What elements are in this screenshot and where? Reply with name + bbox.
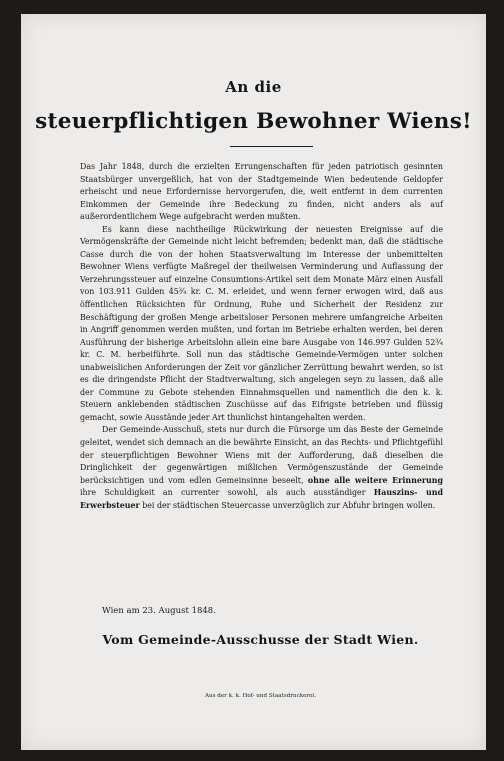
paragraph-3-emphasis-1: ohne alle weitere Erinnerung: [307, 475, 443, 485]
dateline: Wien am 23. August 1848.: [102, 606, 216, 616]
paragraph-1: Das Jahr 1848, durch die erzielten Errungenschaften für jeden patriotisch gesinnten Staatsbürger unvergeßlich, hat von der Stadtgemeinde Wien bedeutende Geldopfer erheischt und neue Erfordernisse hervorgerufen, die, weit entfernt in dem currenten Einkommen der Gemeinde ihre Bedeckung zu finden, nicht anders als auf außerordentlichem Wege aufgebracht werden mußten.: [80, 162, 443, 222]
heading-line-2: steuerpflichtigen Bewohner Wiens!: [35, 109, 472, 134]
body-text: [80, 161, 443, 512]
heading-divider: [230, 146, 313, 147]
paragraph-3-middle: ihre Schuldigkeit an currenter sowohl, als auch ausständiger: [80, 488, 366, 498]
printer-imprint: Aus der k. k. Hof- und Staatsdruckerei.: [205, 693, 316, 699]
paragraph-3: [80, 424, 443, 512]
paragraph-3-emphasis-2: Hauszins- und Erwerbsteuer: [80, 488, 443, 510]
signature: Vom Gemeinde-Ausschusse der Stadt Wien.: [102, 632, 419, 647]
paragraph-3-end: bei der städtischen Steuercasse unverzüglich zur Abfuhr bringen wollen.: [142, 500, 436, 510]
paragraph-3-start: Der Gemeinde-Ausschuß, stets nur durch die Fürsorge um das Beste der Gemeinde geleitet, wendet sich demnach an die bewährte Einsicht, an das Rechts- und Pflichtgefühl der steuerpflichtigen Bewohner Wiens mit der Aufforderung, daß dieselben die Dringlichkeit der gegenwärtigen mißlichen Vermögenszustände der Gemeinde berücksichtigen und vom edlen Gemeinsinne beseelt,: [80, 425, 443, 485]
paragraph-2: Es kann diese nachtheilige Rückwirkung der neuesten Ereignisse auf die Vermögenskräfte der Gemeinde nicht leicht befremden; bedenkt man, daß die städtische Casse durch die von der hohen Staatsverwaltung im Interesse der unbemittelten Bewohner Wiens verfügte Maßregel der theilweisen Verminderung und Auflassung der Verzehrungssteuer auf einzelne Consumtions-Artikel seit dem Monate März einen Ausfall von 103.911 Gulden 45¾ kr. C. M. erleidet, und wenn ferner erwogen wird, daß aus öffentlichen Rücksichten für Ordnung, Ruhe und Sicherheit der Residenz zur Beschäftigung der großen Menge arbeitsloser Personen mehrere umfangreiche Arbeiten in Angriff genommen werden mußten, und fortan im Betriebe erhalten werden, bei deren Ausführung der bisherige Arbeitslohn allein eine bare Ausgabe von 146.997 Gulden 52¾ kr. C. M. herbeiführte. Soll nun das städtische Gemeinde-Vermögen unter solchen unabweislichen Anforderungen der Zeit vor gänzlicher Zerrüttung bewahrt werden, so ist es die dringendste Pflicht der Stadtverwaltung, sich angelegen seyn zu lassen, daß alle der Commune zu Gebote stehenden Einnahmsquellen und namentlich die den k. k. Steuern anklebenden städtischen Zuschüsse auf das Eifrigste betrieben und flüssig gemacht, sowie Ausstände jeder Art thunlichst hintangehalten werden.: [80, 224, 443, 422]
heading-line-1: An die: [225, 78, 282, 96]
poster-sheet: [21, 14, 486, 750]
